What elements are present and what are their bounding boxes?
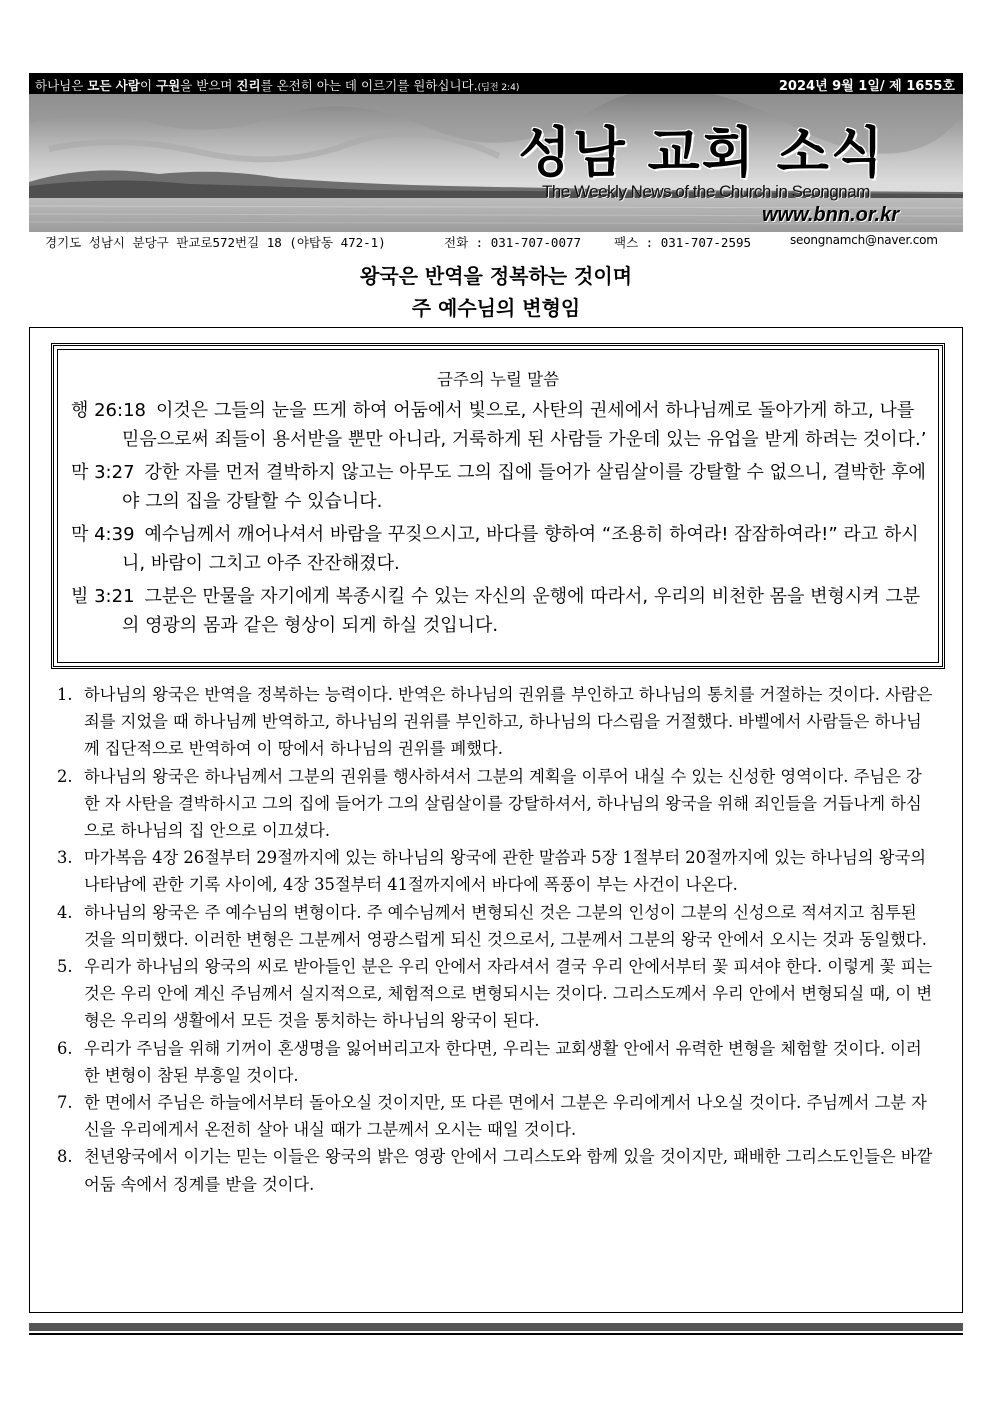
issue-date: 2024년 9월 1일/ 제 1655호 <box>778 79 955 94</box>
weekly-verses-box <box>51 343 945 669</box>
verse-item <box>71 582 937 640</box>
verse-text: 강한 자를 먼저 결박하지 않고는 아무도 그의 집에 들어가 살림살이를 강탈할 수 없으니, 결박한 후에야 그의 집을 강탈할 수 있습니다. <box>122 462 926 512</box>
point-text: 마가복음 4장 26절부터 29절까지에 있는 하나님의 왕국에 관한 말씀과 5장 1절부터 20절까지에 있는 하나님의 왕국의 나타남에 관한 기록 사이에, 4장 35절부터 41절까지에서 바다에 폭풍이 부는 사건이 나온다. <box>84 848 926 895</box>
verse-part: 구원 <box>156 78 181 93</box>
point-number: 3. <box>57 848 73 868</box>
verses-list <box>71 396 937 644</box>
point-item <box>57 899 937 953</box>
message-points <box>57 681 937 1198</box>
point-number: 7. <box>57 1093 73 1113</box>
point-item <box>57 1143 937 1197</box>
header-strip <box>29 73 963 94</box>
verse-item <box>71 396 937 454</box>
point-item <box>57 844 937 898</box>
verse-reference: 빌 3:21 <box>71 586 135 607</box>
fax: 팩스 : 031-707-2595 <box>614 235 752 250</box>
newsletter-subtitle: The Weekly News of the Church in Seongnam <box>542 182 870 201</box>
point-text: 천년왕국에서 이기는 믿는 이들은 왕국의 밝은 영광 안에서 그리스도와 함께 있을 것이지만, 패배한 그리스도인들은 바깥 어둠 속에서 징계를 받을 것이다. <box>84 1147 933 1194</box>
verse-part: 진리 <box>236 78 261 93</box>
content-frame <box>29 327 963 1313</box>
point-number: 5. <box>57 957 73 977</box>
newsletter-title: 성남 교회 소식 <box>518 121 885 184</box>
point-number: 2. <box>57 766 73 786</box>
point-text: 한 면에서 주님은 하늘에서부터 돌아오실 것이지만, 또 다른 면에서 그분은 우리에게서 나오실 것이다. 주님께서 그분 자신을 우리에게서 온전히 살아 내실 때가 그분께서 오시는 때일 것이다. <box>84 1093 927 1140</box>
footer-rule <box>29 1323 963 1331</box>
verse-text: 이것은 그들의 눈을 뜨게 하여 어둠에서 빛으로, 사탄의 권세에서 하나님께로 돌아가게 하고, 나를 믿음으로써 죄들이 용서받을 뿐만 아니라, 거룩하게 된 사람들 가운데 있는 유업을 받게 하려는 것이다.’ <box>122 400 927 450</box>
point-number: 4. <box>57 902 73 922</box>
verses-title: 금주의 누릴 말씀 <box>436 370 560 389</box>
verse-reference: 막 3:27 <box>71 462 135 483</box>
point-text: 하나님의 왕국은 하나님께서 그분의 권위를 행사하셔서 그분의 계획을 이루어 내실 수 있는 신성한 영역이다. 주님은 강한 자 사탄을 결박하시고 그의 집에 들어가 그의 살림살이를 강탈하셔서, 하나님의 왕국을 위해 죄인들을 거듭나게 하심으로 하나님의 집 안으로 이끄셨다. <box>84 766 922 841</box>
header-verse <box>35 76 519 94</box>
verse-part: 을 받으며 <box>180 78 237 93</box>
point-item <box>57 1089 937 1143</box>
phone: 전화 : 031-707-0077 <box>444 235 582 250</box>
verse-text: 예수님께서 깨어나셔서 바람을 꾸짖으시고, 바다를 향하여 “조용히 하여라! 잠잠하여라!” 라고 하시니, 바람이 그치고 아주 잔잔해졌다. <box>122 524 919 574</box>
headline-line1: 왕국은 반역을 정복하는 것이며 <box>359 264 633 288</box>
contact-line <box>29 233 963 251</box>
point-item <box>57 681 937 763</box>
verse-part: 를 온전히 아는 데 이르기를 원하십니다. <box>260 78 478 93</box>
verse-part: 모든 사람 <box>87 78 140 93</box>
headline-line2: 주 예수님의 변형임 <box>411 296 581 320</box>
verse-part: 하나님은 <box>35 78 88 93</box>
footer-rule-thin <box>29 1333 963 1335</box>
point-item <box>57 1035 937 1089</box>
website-link[interactable]: www.bnn.or.kr <box>761 204 899 226</box>
point-text: 우리가 하나님의 왕국의 씨로 받아들인 분은 우리 안에서 자라셔서 결국 우리 안에서부터 꽃 피셔야 한다. 이렇게 꽃 피는 것은 우리 안에 계신 주님께서 실지적으로, 체험적으로 변형되시는 것이다. 그리스도께서 우리 안에서 변형되실 때, 이 변형은 우리의 생활에서 모든 것을 통치하는 하나님의 왕국이 된다. <box>84 957 933 1031</box>
verse-reference: 행 26:18 <box>71 400 146 421</box>
point-item <box>57 953 937 1035</box>
address: 경기도 성남시 분당구 판교로572번길 18 (야탑동 472-1) <box>45 235 386 250</box>
point-number: 6. <box>57 1038 73 1058</box>
point-text: 하나님의 왕국은 주 예수님의 변형이다. 주 예수님께서 변형되신 것은 그분의 인성이 그분의 신성으로 적셔지고 침투된 것을 의미했다. 이러한 변형은 그분께서 영광스럽게 되신 것으로서, 그분께서 그분의 왕국 안에서 오시는 것과 동일했다. <box>84 902 927 949</box>
point-text: 우리가 주님을 위해 기꺼이 혼생명을 잃어버리고자 한다면, 우리는 교회생활 안에서 유력한 변형을 체험할 것이다. 이러한 변형이 참된 부흥일 것이다. <box>84 1038 922 1085</box>
verse-part: 이 <box>139 78 156 93</box>
verse-reference: 막 4:39 <box>71 524 135 545</box>
verse-text: 그분은 만물을 자기에게 복종시킬 수 있는 자신의 운행에 따라서, 우리의 비천한 몸을 변형시켜 그분의 영광의 몸과 같은 형상이 되게 하실 것입니다. <box>122 586 921 636</box>
verse-item <box>71 458 937 516</box>
verse-item <box>71 520 937 578</box>
point-number: 8. <box>57 1147 73 1167</box>
verses-box-inner <box>57 349 939 663</box>
point-text: 하나님의 왕국은 반역을 정복하는 능력이다. 반역은 하나님의 권위를 부인하고 하나님의 통치를 거절하는 것이다. 사람은 죄를 지었을 때 하나님께 반역하고, 하나님의 권위를 부인하고, 하나님의 다스림을 거절했다. 바벨에서 사람들은 하나님께 집단적으로 반역하여 이 땅에서 하나님의 권위를 폐했다. <box>84 685 933 759</box>
verse-ref: (딤전 2:4) <box>477 83 520 93</box>
point-number: 1. <box>57 685 73 704</box>
masthead-banner <box>29 94 963 232</box>
email[interactable]: seongnamch@naver.com <box>790 233 938 247</box>
point-item <box>57 763 937 845</box>
